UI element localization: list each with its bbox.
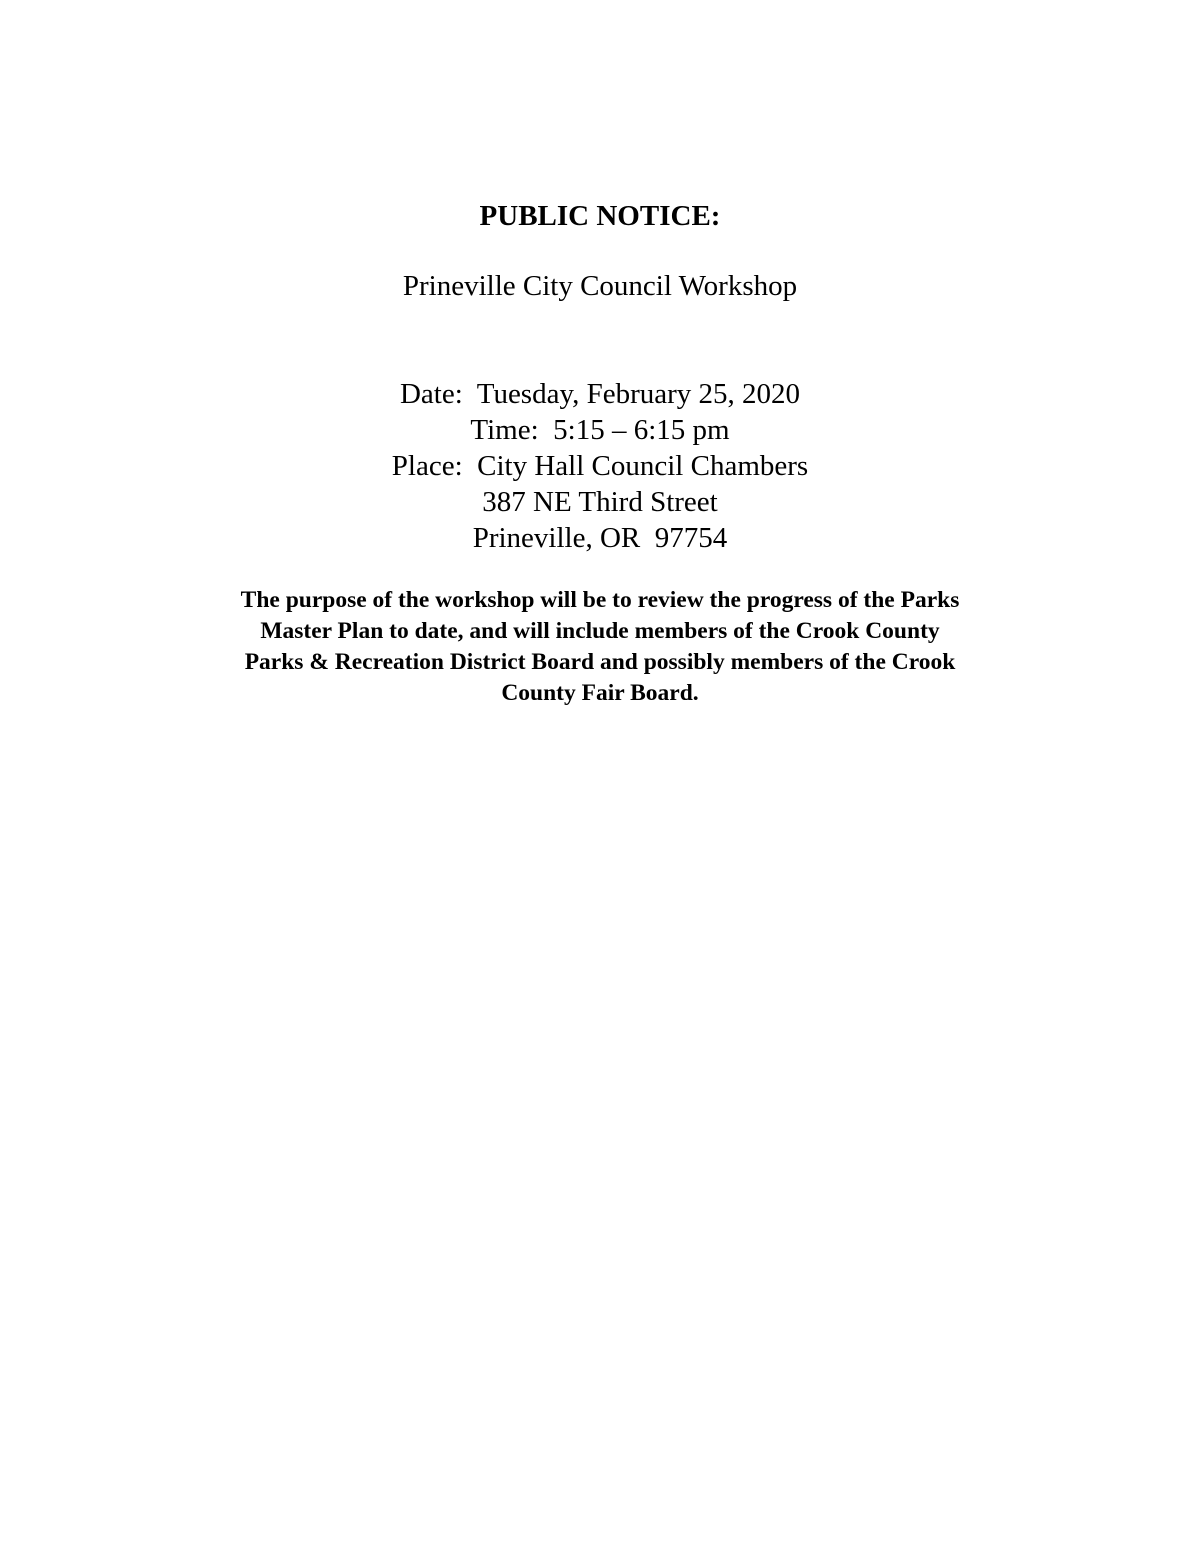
meeting-date: Date: Tuesday, February 25, 2020 — [399, 378, 801, 410]
purpose-line: Parks & Recreation District Board and possibly members of the Crook — [244, 649, 956, 675]
notice-heading: PUBLIC NOTICE: — [479, 200, 721, 232]
meeting-place: Place: City Hall Council Chambers — [391, 450, 809, 482]
purpose-line: County Fair Board. — [501, 680, 699, 706]
purpose-line: Master Plan to date, and will include members of the Crook County — [260, 618, 940, 644]
purpose-line: The purpose of the workshop will be to review the progress of the Parks — [240, 587, 960, 613]
meeting-time: Time: 5:15 – 6:15 pm — [470, 414, 730, 446]
purpose-paragraph — [170, 585, 1030, 709]
meeting-address-street: 387 NE Third Street — [482, 486, 718, 518]
meeting-address-city: Prineville, OR 97754 — [472, 522, 728, 554]
meeting-details — [0, 376, 1200, 556]
meeting-title: Prineville City Council Workshop — [402, 270, 798, 302]
